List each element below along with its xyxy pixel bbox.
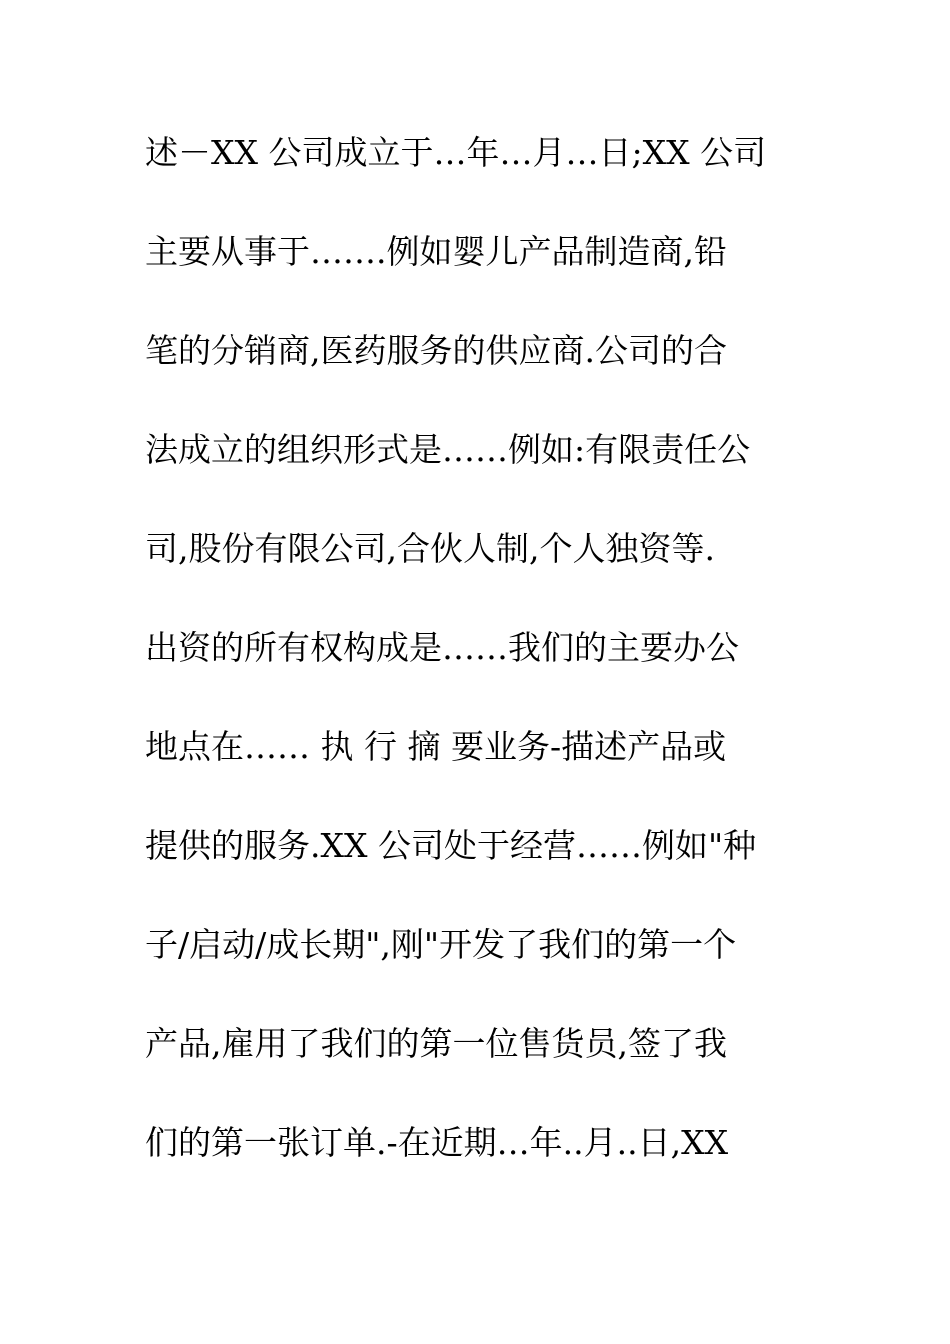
text-line-2: 主要从事于…….例如婴儿产品制造商,铅 <box>145 232 727 271</box>
body-text <box>145 125 805 1214</box>
text-line-1: 述－XX 公司成立于…年…月…日;XX 公司 <box>145 133 767 172</box>
text-line-8: 提供的服务.XX 公司处于经营……例如"种 <box>145 826 757 865</box>
text-line-4: 法成立的组织形式是……例如:有限责任公 <box>145 430 751 469</box>
text-line-11: 们的第一张订单.-在近期…年..月..日,XX <box>145 1123 729 1162</box>
text-line-7: 地点在…… 执 行 摘 要业务-描述产品或 <box>145 727 727 766</box>
text-line-3: 笔的分销商,医药服务的供应商.公司的合 <box>145 331 727 370</box>
text-line-5: 司,股份有限公司,合伙人制,个人独资等. <box>145 529 715 568</box>
text-line-9: 子/启动/成长期",刚"开发了我们的第一个 <box>145 925 737 964</box>
text-line-10: 产品,雇用了我们的第一位售货员,签了我 <box>145 1024 727 1063</box>
text-line-6: 出资的所有权构成是……我们的主要办公 <box>145 628 739 667</box>
